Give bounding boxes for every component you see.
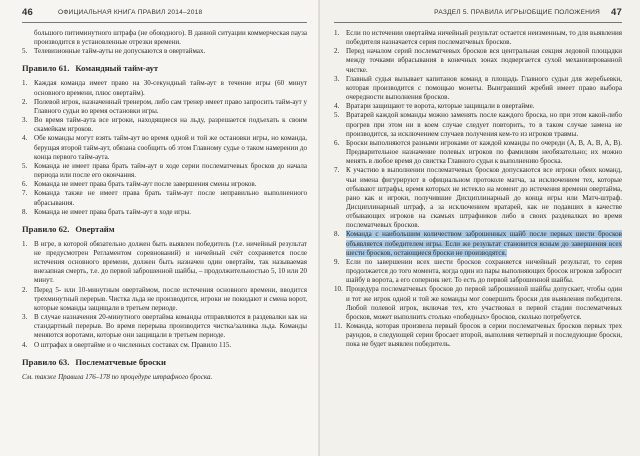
item-text: О штрафах в овертайме и о численных составах см. Правило 115.: [34, 340, 232, 349]
list-item: [334, 111, 622, 138]
list-item: [22, 134, 307, 161]
list-item: [22, 208, 307, 217]
item-text: Главный судья вызывает капитанов команд в площадь Главного судьи для жеребьевки, которая производится с помощью монеты. Выигравший жребий имеет право выбора очередности выполнения бросков.: [346, 74, 622, 102]
right-column: [334, 29, 622, 349]
list-item: [22, 162, 307, 180]
rule-62-list: [22, 240, 307, 350]
highlighted-list-item: [332, 230, 624, 257]
item-text: Вратарей каждой команды можно заменять после каждого броска, но при этом какой-либо прогрев при этом ни в коем случае следует повторить, то в таком случае замена не производится, за исключением случаев получения кем-то из игроков травмы.: [346, 111, 622, 138]
item-text: Если по завершении всех шести бросков сохраняется ничейный результат, то серия продолжается до того момента, когда один из пары выполняющих бросок игроков забросит шайбу в ворота, а его соперник нет. То есть до первой заброшенной шайбы.: [346, 257, 622, 285]
item-text: Каждая команда имеет право на 30-секундный тайм-аут в течение игры (60 минут основного времени, плюс овертайм).: [34, 79, 307, 97]
list-item: [334, 258, 622, 285]
running-header: РАЗДЕЛ 5. ПРАВИЛА ИГРЫ/ОБЩИЕ ПОЛОЖЕНИЯ: [434, 9, 600, 16]
item-number: 8.: [22, 207, 28, 216]
rule-number: Правило 63.: [22, 356, 70, 367]
item-text: Перед началом серий послематчевых бросков вся центральная секция ледовой площадки между точками вбрасывания в конечных зонах подвергается сухой механизированной чистке.: [346, 47, 622, 74]
item-text: Во время тайм-аута все игроки, находящиеся на льду, разрешается подъехать к своим скамейкам игроков.: [34, 116, 307, 134]
list-item: [22, 341, 307, 350]
item-number: 1.: [22, 79, 28, 88]
item-number: 1.: [334, 29, 340, 37]
rule-title: Послематчевые броски: [75, 356, 166, 367]
item-number: 7.: [22, 189, 28, 198]
item-text: Телевизионные тайм-ауты не допускаются в овертаймах.: [34, 47, 206, 56]
list-item: [22, 313, 307, 340]
item-number: 10.: [334, 285, 343, 294]
item-number: 2.: [22, 97, 28, 106]
item-number: 3.: [334, 74, 340, 83]
list-item: [334, 29, 622, 47]
list-item: [334, 102, 622, 111]
list-item: [334, 139, 622, 166]
item-number: 8.: [334, 230, 340, 239]
page-number: 46: [22, 7, 33, 18]
rule-number: Правило 61.: [22, 63, 70, 74]
item-number: 3.: [22, 313, 28, 322]
running-header: ОФИЦИАЛЬНАЯ КНИГА ПРАВИЛ 2014–2018: [58, 9, 203, 16]
left-column: [22, 29, 307, 382]
right-page-header: [334, 9, 622, 23]
item-text: Процедура послематчевых бросков до первой заброшенной шайбы допускает, чтобы один и тот же игрок одной и той же команды мог совершить броски для выявления победителя. Любой полевой игрок, включая тех, кто участвовал в первой стадии послематчевых бросков, может выполнить столько «победных» бросков, сколько потребуется.: [346, 285, 622, 321]
list-item: [22, 240, 307, 286]
list-item: [22, 116, 307, 134]
item-text: Вратари защищают те ворота, которые защищали в овертайме.: [346, 102, 535, 111]
rule-heading: [22, 63, 307, 73]
rule-title: Овертайм: [75, 223, 115, 234]
item-number: 7.: [334, 166, 340, 175]
left-page-header: [22, 9, 307, 23]
item-text: Обе команды могут взять тайм-аут во время одной и той же остановки игры, но команда, берущая второй тайм-аут, обязана сообщить об этом Главному судье о таком намерении до конца первого тайм-аута.: [34, 134, 307, 161]
item-text: В случае назначения 20-минутного овертайма команды отправляются в раздевалки как на стандартный перерыв. Во время перерыва производится чистка/заливка льда. Команды меняются воротами, которые они защищали в третьем периоде.: [34, 313, 307, 340]
item-number: 2.: [334, 47, 340, 56]
item-text: К участию в выполнении послематчевых бросков допускаются все игроки обеих команд, чьи имена фигурируют в официальном протоколе матча, за исключением тех, которые отбывают штрафы, время которых не истекло на момент до истечения времени овертайма, рано как и игроки, получившие Дисциплинарный до конца игры или Матч-штраф. Дисциплинарный штраф, а за исключением вратарей, как не подавших в качестве отбывающих игроков на скамьях штрафников либо в своих раздевалках во время послематчевых бросков.: [346, 166, 622, 230]
item-text: Броски выполняются разными игроками от каждой команды по очереди (А, В, А, В, А, В). Предварительное назначение полевых игроков по фамилиям необязательно; их можно менять в любое время до свистка Главного судьи к выполнению броска.: [346, 138, 622, 166]
item-text: В игре, в которой обязательно должен быть выявлен победитель (т.е. ничейный результат не предусмотрен Регламентом соревнований) и ничейный счёт сохраняется после истечения основного времени, должен быть назначен один овертайм, так называемая внезапная смерть, т.е. до первой заброшенной шайбы, – продолжительностью 5, 10 или 20 минут.: [34, 239, 307, 285]
item-number: 5.: [22, 161, 28, 170]
list-item: [22, 286, 307, 313]
item-text: Если по истечении овертайма ничейный результат остается неизменным, то для выявления победителя назначается серия послематчевых бросков.: [346, 29, 622, 47]
list-item: [22, 47, 307, 56]
item-text: Команда также не имеет права брать тайм-аут после неправильно выполненного вбрасывания.: [34, 189, 307, 207]
cross-reference-note: См. также Правила 176–178 по процедуре штрафного броска.: [22, 372, 213, 381]
list-item: [334, 322, 622, 349]
item-number: 6.: [334, 138, 340, 147]
item-number: 4.: [334, 102, 340, 111]
item-text: Команда не имеет права брать тайм-аут после завершения смены игроков.: [34, 180, 257, 189]
rule-61-list: [22, 79, 307, 216]
item-text: Команда не имеет права брать тайм-аут в ходе игры.: [34, 207, 191, 216]
rule-number: Правило 62.: [22, 223, 70, 234]
list-item: [22, 98, 307, 116]
list-item: [334, 75, 622, 102]
rule-title: Командный тайм-аут: [75, 63, 159, 74]
item-number: 1.: [22, 239, 28, 248]
list-item: [22, 180, 307, 189]
item-number: 3.: [22, 116, 28, 125]
continuation-text: большого питиминутного штрафа (не обоюдного). В данной ситуации коммерческая пауза производится в установленные отрезки времени.: [34, 29, 307, 47]
item-number: 6.: [22, 180, 28, 189]
item-text: Полевой игрок, назначенный тренером, либо сам тренер имеет право запросить тайм-аут у Главного судьи во время остановки игры.: [34, 97, 307, 115]
item-number: 4.: [22, 134, 28, 143]
item-number: 2.: [22, 285, 28, 294]
item-number: 11.: [334, 322, 343, 330]
item-text: Перед 5- или 10-минутным овертаймом, после истечения основного времени, вводится трехминутный перерыв. Чистка льда не производится, игроки не покидают и смена ворот, которые команды защищали в третьем периоде.: [34, 285, 307, 312]
item-text: Команда, которая произвела первый бросок в серии послематчевых бросков первых трех раундов, в следующей серии бросает второй, выполняя четвертый и последующие броски, пока не будет выявлен победитель.: [346, 322, 622, 349]
header-rule: [334, 22, 622, 23]
item-text: Команда с наибольшим количеством заброшенных шайб после первых шести бросков объявляется победителем игры. Если же результат становится ясным до завершения всех шести бросков, остающиеся броски не производятся.: [346, 230, 622, 257]
rule-heading: [22, 357, 307, 367]
item-text: Команда не имеет права брать тайм-аут в ходе серии послематчевых бросков до начала периода или после его окончания.: [34, 161, 307, 180]
item-number: 5.: [22, 47, 28, 56]
item-number: 5.: [334, 111, 340, 120]
header-rule: [22, 22, 307, 23]
list-item: [22, 189, 307, 207]
item-number: 4.: [22, 340, 28, 349]
list-item: [334, 285, 622, 322]
list-item: [334, 166, 622, 230]
right-page: [320, 0, 640, 456]
list-item: [22, 79, 307, 97]
list-item: [334, 47, 622, 74]
rule-heading: [22, 224, 307, 234]
item-number: 9.: [334, 257, 340, 266]
page-number: 47: [611, 7, 622, 18]
